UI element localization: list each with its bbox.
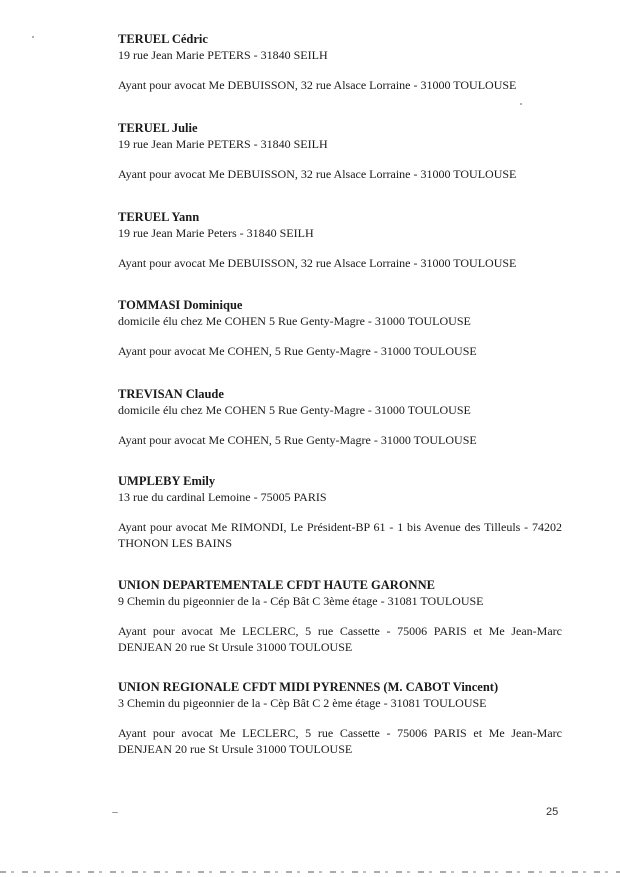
party-lawyer: Ayant pour avocat Me COHEN, 5 Rue Genty-Magre - 31000 TOULOUSE	[118, 344, 477, 358]
party-address: 3 Chemin du pigeonnier de la - Cèp Bât C 2 ème étage - 31081 TOULOUSE	[118, 696, 487, 710]
scan-speck	[520, 103, 522, 105]
party-entry	[118, 120, 568, 182]
party-address: 19 rue Jean Marie PETERS - 31840 SEILH	[118, 137, 328, 151]
party-name: TREVISAN Claude	[118, 387, 224, 401]
party-entry	[118, 577, 568, 655]
party-name: UMPLEBY Emily	[118, 474, 216, 488]
party-name: TERUEL Yann	[118, 210, 200, 224]
party-address: 19 rue Jean Marie PETERS - 31840 SEILH	[118, 48, 328, 62]
party-entry	[118, 297, 568, 359]
party-name: TERUEL Cédric	[118, 32, 208, 46]
party-address: 19 rue Jean Marie Peters - 31840 SEILH	[118, 226, 314, 240]
party-entry	[118, 473, 568, 551]
party-lawyer: Ayant pour avocat Me LECLERC, 5 rue Cassette - 75006 PARIS et Me Jean-Marc DENJEAN 20 rue St Ursule 31000 TOULOUSE	[118, 624, 562, 654]
party-entry	[118, 31, 568, 93]
party-name: UNION REGIONALE CFDT MIDI PYRENNES (M. CABOT Vincent)	[118, 680, 499, 694]
party-lawyer: Ayant pour avocat Me RIMONDI, Le Président-BP 61 - 1 bis Avenue des Tilleuls - 74202 THONON LES BAINS	[118, 520, 562, 550]
party-lawyer: Ayant pour avocat Me COHEN, 5 Rue Genty-Magre - 31000 TOULOUSE	[118, 433, 477, 447]
party-name: TOMMASI Dominique	[118, 298, 243, 312]
party-lawyer: Ayant pour avocat Me DEBUISSON, 32 rue Alsace Lorraine - 31000 TOULOUSE	[118, 256, 517, 270]
scan-edge-artifact	[0, 871, 620, 873]
scan-speck	[32, 36, 34, 38]
party-address: domicile élu chez Me COHEN 5 Rue Genty-Magre - 31000 TOULOUSE	[118, 314, 471, 328]
party-name: TERUEL Julie	[118, 121, 198, 135]
party-address: 9 Chemin du pigeonnier de la - Cép Bât C 3ème étage - 31081 TOULOUSE	[118, 594, 484, 608]
party-entry	[118, 209, 568, 271]
party-address: domicile élu chez Me COHEN 5 Rue Genty-Magre - 31000 TOULOUSE	[118, 403, 471, 417]
page-number: 25	[546, 806, 559, 818]
party-lawyer: Ayant pour avocat Me DEBUISSON, 32 rue Alsace Lorraine - 31000 TOULOUSE	[118, 167, 517, 181]
party-lawyer: Ayant pour avocat Me DEBUISSON, 32 rue Alsace Lorraine - 31000 TOULOUSE	[118, 78, 517, 92]
party-address: 13 rue du cardinal Lemoine - 75005 PARIS	[118, 490, 327, 504]
party-entry	[118, 386, 568, 448]
party-lawyer: Ayant pour avocat Me LECLERC, 5 rue Cassette - 75006 PARIS et Me Jean-Marc DENJEAN 20 rue St Ursule 31000 TOULOUSE	[118, 726, 562, 756]
scan-speck	[112, 812, 118, 813]
party-name: UNION DEPARTEMENTALE CFDT HAUTE GARONNE	[118, 578, 435, 592]
party-entry	[118, 679, 568, 757]
